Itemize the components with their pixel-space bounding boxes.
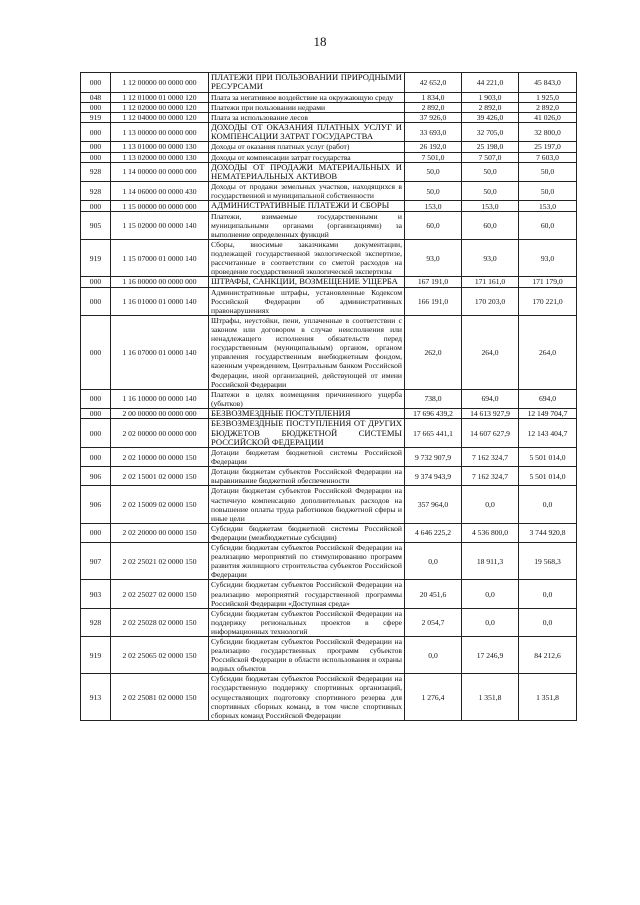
amount-year-3-cell: 5 501 014,0: [519, 448, 577, 467]
amount-year-3-cell: 264,0: [519, 315, 577, 389]
revenue-name-cell: Субсидии бюджетам субъектов Российской Федерации на реализацию государственных программ субъектов Российской Федерации в области использования и охраны водных объектов: [209, 636, 405, 673]
classification-code-cell: 1 12 01000 01 0000 120: [111, 92, 209, 102]
table-row: [81, 73, 577, 93]
revenue-name-cell: Доходы от оказания платных услуг (работ): [209, 142, 405, 152]
amount-year-2-cell: 14 607 627,9: [462, 419, 519, 448]
amount-year-2-cell: 7 162 324,7: [462, 467, 519, 486]
classification-code-cell: 1 14 06000 00 0000 430: [111, 182, 209, 201]
table-body: [81, 73, 577, 721]
classification-code-cell: 1 15 07000 01 0000 140: [111, 240, 209, 277]
amount-year-3-cell: 19 568,3: [519, 543, 577, 580]
classification-code-cell: 1 15 00000 00 0000 000: [111, 201, 209, 211]
table-row: [81, 277, 577, 287]
table-row: [81, 102, 577, 112]
admin-code-cell: 000: [81, 389, 111, 408]
amount-year-3-cell: 2 892,0: [519, 102, 577, 112]
amount-year-1-cell: 50,0: [405, 162, 462, 182]
amount-year-2-cell: 0,0: [462, 580, 519, 608]
amount-year-3-cell: 0,0: [519, 486, 577, 523]
admin-code-cell: 907: [81, 543, 111, 580]
classification-code-cell: 2 00 00000 00 0000 000: [111, 408, 209, 418]
amount-year-1-cell: 20 451,6: [405, 580, 462, 608]
table-row: [81, 408, 577, 418]
amount-year-1-cell: 262,0: [405, 315, 462, 389]
amount-year-2-cell: 7 507,0: [462, 152, 519, 162]
amount-year-1-cell: 153,0: [405, 201, 462, 211]
revenue-name-cell: Дотации бюджетам субъектов Российской Федерации на выравнивание бюджетной обеспеченности: [209, 467, 405, 486]
admin-code-cell: 048: [81, 92, 111, 102]
amount-year-3-cell: 45 843,0: [519, 73, 577, 93]
amount-year-1-cell: 0,0: [405, 543, 462, 580]
classification-code-cell: 2 02 25027 02 0000 150: [111, 580, 209, 608]
table-row: [81, 287, 577, 315]
amount-year-3-cell: 50,0: [519, 162, 577, 182]
amount-year-1-cell: 50,0: [405, 182, 462, 201]
table-row: [81, 580, 577, 608]
amount-year-3-cell: 0,0: [519, 580, 577, 608]
classification-code-cell: 1 16 00000 00 0000 000: [111, 277, 209, 287]
admin-code-cell: 000: [81, 102, 111, 112]
table-row: [81, 543, 577, 580]
amount-year-3-cell: 3 744 920,8: [519, 523, 577, 542]
classification-code-cell: 2 02 25081 02 0000 150: [111, 674, 209, 720]
amount-year-2-cell: 14 613 927,9: [462, 408, 519, 418]
amount-year-3-cell: 41 026,0: [519, 112, 577, 122]
revenue-name-cell: Платежи в целях возмещения причиненного ущерба (убытков): [209, 389, 405, 408]
table-row: [81, 419, 577, 448]
table-row: [81, 636, 577, 673]
amount-year-2-cell: 32 705,0: [462, 122, 519, 142]
revenue-name-cell: БЕЗВОЗМЕЗДНЫЕ ПОСТУПЛЕНИЯ ОТ ДРУГИХ БЮДЖЕТОВ БЮДЖЕТНОЙ СИСТЕМЫ РОССИЙСКОЙ ФЕДЕРАЦИИ: [209, 419, 405, 448]
admin-code-cell: 928: [81, 608, 111, 636]
revenue-name-cell: Платежи при пользовании недрами: [209, 102, 405, 112]
amount-year-2-cell: 50,0: [462, 162, 519, 182]
revenue-name-cell: ПЛАТЕЖИ ПРИ ПОЛЬЗОВАНИИ ПРИРОДНЫМИ РЕСУРСАМИ: [209, 73, 405, 93]
admin-code-cell: 000: [81, 277, 111, 287]
revenue-name-cell: Доходы от компенсации затрат государства: [209, 152, 405, 162]
classification-code-cell: 2 02 25028 02 0000 150: [111, 608, 209, 636]
table-row: [81, 240, 577, 277]
page-number: 18: [313, 34, 327, 49]
amount-year-1-cell: 33 693,0: [405, 122, 462, 142]
amount-year-1-cell: 0,0: [405, 636, 462, 673]
amount-year-3-cell: 32 800,0: [519, 122, 577, 142]
amount-year-1-cell: 17 665 441,1: [405, 419, 462, 448]
table-row: [81, 211, 577, 239]
amount-year-3-cell: 0,0: [519, 608, 577, 636]
admin-code-cell: 913: [81, 674, 111, 720]
table-row: [81, 486, 577, 523]
revenue-name-cell: Дотации бюджетам субъектов Российской Федерации на частичную компенсацию дополнительных расходов на повышение оплаты труда работников бюджетной сферы и иные цели: [209, 486, 405, 523]
amount-year-1-cell: 7 501,0: [405, 152, 462, 162]
amount-year-1-cell: 9 732 907,9: [405, 448, 462, 467]
table-row: [81, 674, 577, 720]
admin-code-cell: 000: [81, 142, 111, 152]
revenue-name-cell: Штрафы, неустойки, пени, уплаченные в соответствии с законом или договором в случае неисполнения или ненадлежащего исполнения обязательств перед государственным (муниципальным) органом, органом управления государственным внебюджетным фондом, казенным учреждением, Центральным банком Российской Федерации, иной организацией, действующей от имени Российской Федерации: [209, 315, 405, 389]
amount-year-3-cell: 84 212,6: [519, 636, 577, 673]
admin-code-cell: 919: [81, 112, 111, 122]
admin-code-cell: 919: [81, 636, 111, 673]
revenue-name-cell: ДОХОДЫ ОТ ОКАЗАНИЯ ПЛАТНЫХ УСЛУГ И КОМПЕНСАЦИИ ЗАТРАТ ГОСУДАРСТВА: [209, 122, 405, 142]
revenue-name-cell: Субсидии бюджетам бюджетной системы Российской Федерации (межбюджетные субсидии): [209, 523, 405, 542]
amount-year-2-cell: 171 161,0: [462, 277, 519, 287]
classification-code-cell: 1 12 00000 00 0000 000: [111, 73, 209, 93]
amount-year-2-cell: 1 351,8: [462, 674, 519, 720]
admin-code-cell: 000: [81, 122, 111, 142]
amount-year-3-cell: 25 197,0: [519, 142, 577, 152]
amount-year-1-cell: 357 964,0: [405, 486, 462, 523]
admin-code-cell: 919: [81, 240, 111, 277]
admin-code-cell: 000: [81, 73, 111, 93]
admin-code-cell: 905: [81, 211, 111, 239]
revenue-name-cell: Субсидии бюджетам субъектов Российской Федерации на поддержку региональных проектов в сфере информационных технологий: [209, 608, 405, 636]
admin-code-cell: 928: [81, 182, 111, 201]
amount-year-1-cell: 167 191,0: [405, 277, 462, 287]
classification-code-cell: 2 02 20000 00 0000 150: [111, 523, 209, 542]
revenue-name-cell: БЕЗВОЗМЕЗДНЫЕ ПОСТУПЛЕНИЯ: [209, 408, 405, 418]
table-row: [81, 142, 577, 152]
amount-year-2-cell: 18 911,3: [462, 543, 519, 580]
table-row: [81, 182, 577, 201]
table-row: [81, 523, 577, 542]
amount-year-3-cell: 60,0: [519, 211, 577, 239]
admin-code-cell: 000: [81, 152, 111, 162]
amount-year-2-cell: 60,0: [462, 211, 519, 239]
amount-year-2-cell: 694,0: [462, 389, 519, 408]
amount-year-1-cell: 1 834,0: [405, 92, 462, 102]
amount-year-1-cell: 17 696 439,2: [405, 408, 462, 418]
amount-year-1-cell: 42 652,0: [405, 73, 462, 93]
classification-code-cell: 1 16 07000 01 0000 140: [111, 315, 209, 389]
table-row: [81, 152, 577, 162]
table-row: [81, 448, 577, 467]
amount-year-3-cell: 7 603,0: [519, 152, 577, 162]
amount-year-3-cell: 1 351,8: [519, 674, 577, 720]
revenue-name-cell: ДОХОДЫ ОТ ПРОДАЖИ МАТЕРИАЛЬНЫХ И НЕМАТЕРИАЛЬНЫХ АКТИВОВ: [209, 162, 405, 182]
classification-code-cell: 1 15 02000 00 0000 140: [111, 211, 209, 239]
budget-revenue-table: [80, 72, 577, 721]
amount-year-2-cell: 39 426,0: [462, 112, 519, 122]
classification-code-cell: 2 02 10000 00 0000 150: [111, 448, 209, 467]
table-row: [81, 92, 577, 102]
revenue-name-cell: Сборы, вносимые заказчиками документации, подлежащей государственной экологической экспертизе, рассчитанные в соответствии со сметой расходов на проведение государственной экологической экспертизы: [209, 240, 405, 277]
amount-year-3-cell: 50,0: [519, 182, 577, 201]
classification-code-cell: 1 13 02000 00 0000 130: [111, 152, 209, 162]
amount-year-3-cell: 694,0: [519, 389, 577, 408]
classification-code-cell: 1 16 10000 00 0000 140: [111, 389, 209, 408]
table-row: [81, 122, 577, 142]
amount-year-1-cell: 1 276,4: [405, 674, 462, 720]
classification-code-cell: 1 13 00000 00 0000 000: [111, 122, 209, 142]
amount-year-3-cell: 93,0: [519, 240, 577, 277]
amount-year-2-cell: 50,0: [462, 182, 519, 201]
revenue-name-cell: Дотации бюджетам бюджетной системы Российской Федерации: [209, 448, 405, 467]
amount-year-3-cell: 1 925,0: [519, 92, 577, 102]
amount-year-2-cell: 0,0: [462, 608, 519, 636]
amount-year-2-cell: 153,0: [462, 201, 519, 211]
classification-code-cell: 2 02 15009 02 0000 150: [111, 486, 209, 523]
admin-code-cell: 928: [81, 162, 111, 182]
amount-year-2-cell: 93,0: [462, 240, 519, 277]
revenue-name-cell: Субсидии бюджетам субъектов Российской Федерации на государственную поддержку спортивных организаций, осуществляющих подготовку спортивного резерва для спортивных сборных команд, в том числе спортивных сборных команд Российской Федерации: [209, 674, 405, 720]
amount-year-3-cell: 5 501 014,0: [519, 467, 577, 486]
admin-code-cell: 000: [81, 201, 111, 211]
amount-year-2-cell: 44 221,0: [462, 73, 519, 93]
table-row: [81, 315, 577, 389]
admin-code-cell: 000: [81, 523, 111, 542]
amount-year-2-cell: 1 903,0: [462, 92, 519, 102]
admin-code-cell: 906: [81, 486, 111, 523]
amount-year-1-cell: 4 646 225,2: [405, 523, 462, 542]
revenue-name-cell: Платежи, взимаемые государственными и муниципальными органами (организациями) за выполнение определенных функций: [209, 211, 405, 239]
table-row: [81, 467, 577, 486]
amount-year-1-cell: 2 054,7: [405, 608, 462, 636]
amount-year-1-cell: 166 191,0: [405, 287, 462, 315]
admin-code-cell: 000: [81, 408, 111, 418]
amount-year-3-cell: 12 149 704,7: [519, 408, 577, 418]
admin-code-cell: 903: [81, 580, 111, 608]
revenue-name-cell: ШТРАФЫ, САНКЦИИ, ВОЗМЕЩЕНИЕ УЩЕРБА: [209, 277, 405, 287]
table-row: [81, 112, 577, 122]
amount-year-1-cell: 2 892,0: [405, 102, 462, 112]
classification-code-cell: 1 12 02000 00 0000 120: [111, 102, 209, 112]
amount-year-1-cell: 738,0: [405, 389, 462, 408]
amount-year-3-cell: 153,0: [519, 201, 577, 211]
amount-year-2-cell: 170 203,0: [462, 287, 519, 315]
amount-year-1-cell: 93,0: [405, 240, 462, 277]
amount-year-2-cell: 25 198,0: [462, 142, 519, 152]
amount-year-2-cell: 0,0: [462, 486, 519, 523]
revenue-name-cell: Плата за негативное воздействие на окружающую среду: [209, 92, 405, 102]
classification-code-cell: 1 16 01000 01 0000 140: [111, 287, 209, 315]
classification-code-cell: 1 13 01000 00 0000 130: [111, 142, 209, 152]
table-row: [81, 201, 577, 211]
amount-year-3-cell: 12 143 404,7: [519, 419, 577, 448]
revenue-name-cell: Административные штрафы, установленные Кодексом Российской Федерации об административных правонарушениях: [209, 287, 405, 315]
classification-code-cell: 2 02 25065 02 0000 150: [111, 636, 209, 673]
revenue-name-cell: Доходы от продажи земельных участков, находящихся в государственной и муниципальной собственности: [209, 182, 405, 201]
classification-code-cell: 1 12 04000 00 0000 120: [111, 112, 209, 122]
admin-code-cell: 906: [81, 467, 111, 486]
classification-code-cell: 2 02 25021 02 0000 150: [111, 543, 209, 580]
admin-code-cell: 000: [81, 315, 111, 389]
classification-code-cell: 2 02 15001 02 0000 150: [111, 467, 209, 486]
admin-code-cell: 000: [81, 287, 111, 315]
revenue-name-cell: Плата за использование лесов: [209, 112, 405, 122]
amount-year-1-cell: 9 374 943,9: [405, 467, 462, 486]
classification-code-cell: 1 14 00000 00 0000 000: [111, 162, 209, 182]
amount-year-1-cell: 26 192,0: [405, 142, 462, 152]
amount-year-1-cell: 60,0: [405, 211, 462, 239]
amount-year-1-cell: 37 926,0: [405, 112, 462, 122]
amount-year-2-cell: 17 246,9: [462, 636, 519, 673]
amount-year-2-cell: 7 162 324,7: [462, 448, 519, 467]
revenue-name-cell: Субсидии бюджетам субъектов Российской Федерации на реализацию мероприятий государственной программы Российской Федерации «Доступная среда»: [209, 580, 405, 608]
revenue-name-cell: АДМИНИСТРАТИВНЫЕ ПЛАТЕЖИ И СБОРЫ: [209, 201, 405, 211]
amount-year-3-cell: 171 179,0: [519, 277, 577, 287]
table-row: [81, 162, 577, 182]
admin-code-cell: 000: [81, 448, 111, 467]
table-row: [81, 389, 577, 408]
classification-code-cell: 2 02 00000 00 0000 000: [111, 419, 209, 448]
amount-year-3-cell: 170 221,0: [519, 287, 577, 315]
table-row: [81, 608, 577, 636]
amount-year-2-cell: 264,0: [462, 315, 519, 389]
amount-year-2-cell: 4 536 800,0: [462, 523, 519, 542]
admin-code-cell: 000: [81, 419, 111, 448]
revenue-name-cell: Субсидии бюджетам субъектов Российской Федерации на реализацию мероприятий по стимулированию программ развития жилищного строительства субъектов Российской Федерации: [209, 543, 405, 580]
amount-year-2-cell: 2 892,0: [462, 102, 519, 112]
